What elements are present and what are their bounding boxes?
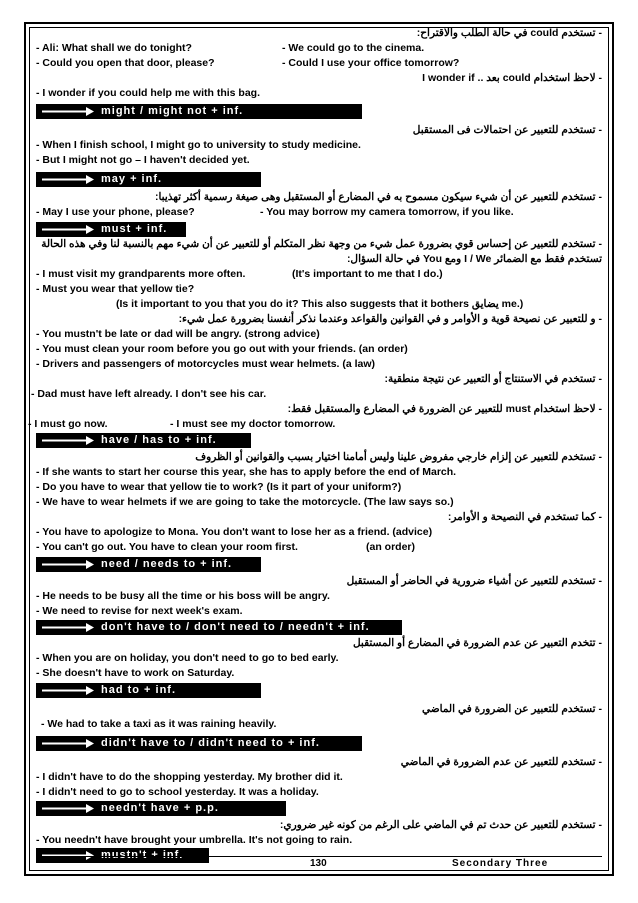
example-text: - When I finish school, I might go to university to study medicine. xyxy=(36,139,361,151)
rule-have-to-advice: - كما تستخدم في النصيحة و الأوامر: xyxy=(447,511,602,523)
example-text: - May I use your phone, please? xyxy=(36,206,195,218)
example-text: - Ali: What shall we do tonight? xyxy=(36,42,192,54)
rule-must-advice: - و للتعبير عن نصيحة قوية و الأوامر و في القوانين والقواعد وعندما نذكر أنفسنا بضرورة عمل شيء: xyxy=(178,313,602,325)
example-text: - I must see my doctor tomorrow. xyxy=(170,418,336,430)
example-text: - He needs to be busy all the time or his boss will be angry. xyxy=(36,590,330,602)
example-text: - When you are on holiday, you don't need to go to bed early. xyxy=(36,652,339,664)
example-text: - But I might not go – I haven't decided yet. xyxy=(36,154,250,166)
arrow-right-icon xyxy=(42,107,94,116)
heading-need-to xyxy=(36,557,261,572)
heading-label: have / has to + inf. xyxy=(101,434,217,446)
heading-label: didn't have to / didn't need to + inf. xyxy=(101,737,320,749)
example-line xyxy=(36,205,602,219)
example-text: - Do you have to wear that yellow tie to work? (Is it part of your uniform?) xyxy=(36,481,402,493)
rule-neednt-have: - تستخدم للتعبير عن حدث تم في الماضي على الرغم من كونه غير ضروري: xyxy=(279,819,602,831)
rule-dont-have-to: - تتخدم التعبير عن عدم الضرورة في المضارع أو المستقبل xyxy=(352,637,602,649)
arrow-right-icon xyxy=(42,175,94,184)
example-line xyxy=(36,41,602,55)
example-text: - We have to wear helmets if we are going to take the motorcycle. (The law says so.) xyxy=(36,496,454,508)
heading-label: mustn't + inf. xyxy=(101,849,184,861)
example-text: (Is it important to you that you do it? This also suggests that it bothers يضايق me.) xyxy=(116,298,524,310)
heading-label: need / needs to + inf. xyxy=(101,558,233,570)
example-text: - I must go now. xyxy=(28,418,108,430)
footer-section-title: Secondary Three xyxy=(452,858,549,869)
heading-label: must + inf. xyxy=(101,223,168,235)
example-text: - I wonder if you could help me with this bag. xyxy=(36,87,261,99)
example-line xyxy=(36,540,602,554)
rule-had-to: - تستخدم للتعبير عن الضرورة في الماضي xyxy=(421,703,602,715)
heading-label: might / might not + inf. xyxy=(101,105,244,117)
arrow-right-icon xyxy=(42,560,94,569)
rule-might: - تستخدم للتعبير عن احتمالات فى المستقبل xyxy=(412,124,602,136)
rule-need-to: - تستخدم للتعبير عن أشياء ضرورية في الحاضر أو المستقبل xyxy=(346,575,602,587)
arrow-right-icon xyxy=(42,623,94,632)
example-text: - You mustn't be late or dad will be angry. (strong advice) xyxy=(36,328,320,340)
example-text: - Dad must have left already. I don't see his car. xyxy=(31,388,267,400)
example-line xyxy=(28,417,594,431)
heading-may xyxy=(36,172,261,187)
example-text: (an order) xyxy=(366,541,416,553)
rule-may: - تستخدم للتعبير عن أن شيء سيكون مسموح به في المضارع أو المستقبل وهى صيغة رسمية أكثر تهذيبا: xyxy=(154,191,602,203)
example-text: - I must visit my grandparents more often. xyxy=(36,268,246,280)
example-text: - We had to take a taxi as it was raining heavily. xyxy=(41,718,277,730)
rule-must-present-future: - لاحظ استخدام must للتعبير عن الضرورة في المضارع والمستقبل فقط: xyxy=(287,403,602,415)
rule-could-request: - تستخدم could في حالة الطلب والاقتراح: xyxy=(416,27,602,39)
example-line xyxy=(36,56,602,70)
rule-have-to: - تستخدم للتعبير عن إلزام خارجي مفروض علينا وليس أمامنا اختيار بسبب والقوانين أو الظروف xyxy=(195,451,602,463)
example-text: - We could go to the cinema. xyxy=(282,42,425,54)
example-text: - You needn't have brought your umbrella. It's not going to rain. xyxy=(36,834,353,846)
rule-must-deduction: - تستخدم في الاستنتاج أو التعبير عن نتيجة منطقية: xyxy=(384,373,602,385)
rule-didnt-have-to: - تستخدم للتعبير عن عدم الضرورة في الماضي xyxy=(400,756,602,768)
rule-must: - تستخدم للتعبير عن إحساس قوي بضرورة عمل شيء من وجهة نظر المتكلم أو للتعبير عن أن شيء مهم بالنسبة لنا وفي هذه الحالة xyxy=(41,238,602,250)
arrow-right-icon xyxy=(42,436,94,445)
arrow-right-icon xyxy=(42,739,94,748)
page-number: 130 xyxy=(310,858,327,869)
example-text: (It's important to me that I do.) xyxy=(292,268,443,280)
example-text: - You can't go out. You have to clean your room first. xyxy=(36,541,298,553)
example-text: - Drivers and passengers of motorcycles must wear helmets. (a law) xyxy=(36,358,376,370)
example-text: - We need to revise for next week's exam. xyxy=(36,605,243,617)
example-text: - She doesn't have to work on Saturday. xyxy=(36,667,235,679)
arrow-right-icon xyxy=(42,225,94,234)
heading-label: may + inf. xyxy=(101,173,163,185)
heading-label: needn't have + p.p. xyxy=(101,802,219,814)
heading-might xyxy=(36,104,362,119)
rule-i-wonder-if: - لاحظ استخدام could بعد .. I wonder if xyxy=(422,72,602,84)
heading-must xyxy=(36,222,186,237)
heading-neednt-have xyxy=(36,801,286,816)
page-content xyxy=(28,26,602,861)
footer-rule xyxy=(36,856,602,857)
heading-label: had to + inf. xyxy=(101,684,177,696)
rule-must-pronouns: تستخدم فقط مع الضمائر I / We ومع You في حالة السؤال: xyxy=(346,253,602,265)
arrow-right-icon xyxy=(42,804,94,813)
example-line xyxy=(36,267,602,281)
heading-didnt-have-to xyxy=(36,736,362,751)
heading-label: don't have to / don't need to / needn't + inf. xyxy=(101,621,370,633)
example-text: - If she wants to start her course this year, she has to apply before the end of March. xyxy=(36,466,457,478)
heading-have-to xyxy=(36,433,251,448)
example-text: - You must clean your room before you go out with your friends. (an order) xyxy=(36,343,408,355)
example-text: - Must you wear that yellow tie? xyxy=(36,283,195,295)
arrow-right-icon xyxy=(42,686,94,695)
example-text: - I didn't need to go to school yesterday. It was a holiday. xyxy=(36,786,319,798)
heading-dont-have-to xyxy=(36,620,402,635)
heading-had-to xyxy=(36,683,261,698)
example-text: - You may borrow my camera tomorrow, if you like. xyxy=(260,206,514,218)
example-text: - I didn't have to do the shopping yesterday. My brother did it. xyxy=(36,771,343,783)
example-text: - You have to apologize to Mona. You don't want to lose her as a friend. (advice) xyxy=(36,526,433,538)
example-text: - Could you open that door, please? xyxy=(36,57,215,69)
example-text: - Could I use your office tomorrow? xyxy=(282,57,460,69)
